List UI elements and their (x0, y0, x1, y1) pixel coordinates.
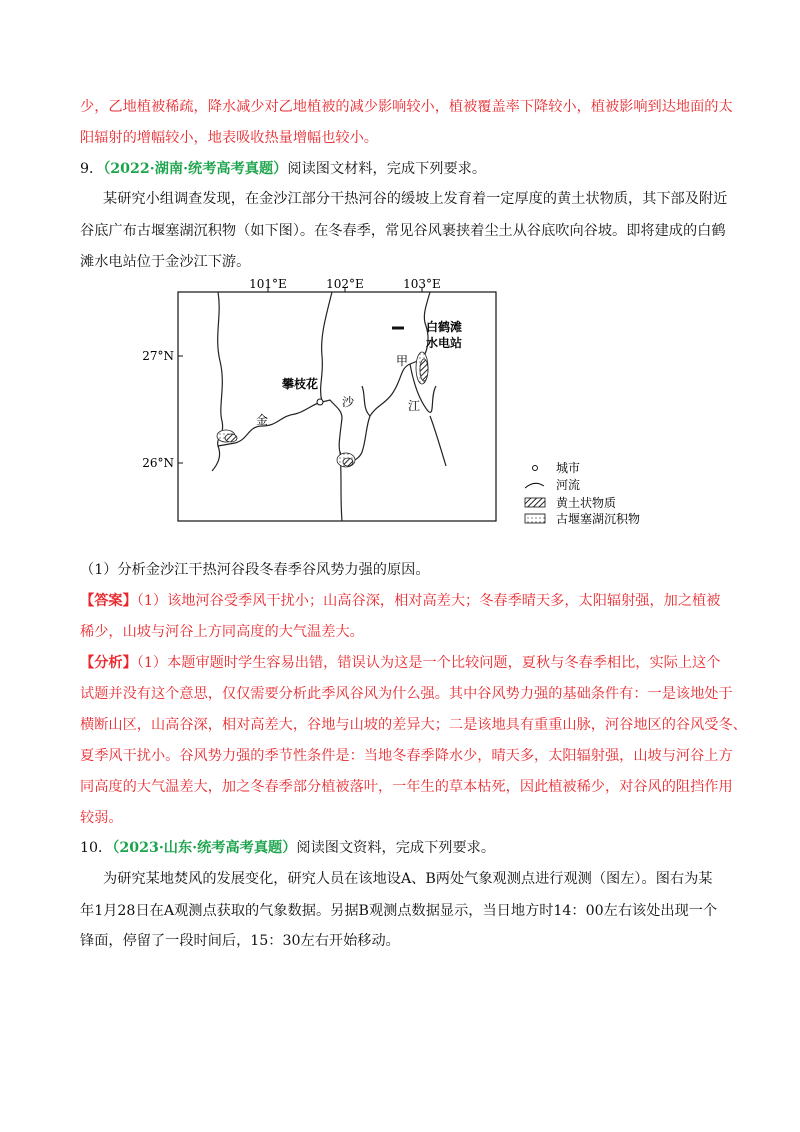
map-legend (525, 461, 640, 526)
prev-answer-line-2: 阳辐射的增幅较小，地表吸收热量增幅也较小。 (80, 130, 378, 146)
q9-subquestion-1: （1）分析金沙江干热河谷段冬春季谷风势力强的原因。 (80, 562, 430, 578)
lat-label-27: 27°N (142, 349, 174, 363)
answer-tag: 【答案】 (80, 593, 137, 609)
q9-header (80, 159, 730, 179)
legend-lake-icon (525, 514, 545, 523)
city-label: 攀枝花 (281, 377, 319, 391)
q9-source: （2022·湖南·统考高考真题） (103, 161, 288, 177)
q10-instruction: 阅读图文资料，完成下列要求。 (296, 840, 496, 856)
q10-header (80, 838, 730, 858)
q10-material-line-1: 为研究某地焚风的发展变化，研究人员在该地设A、B两处气象观测点进行观测（图左）。图右为某 (103, 871, 713, 887)
lon-label-101: 101°E (249, 277, 287, 291)
prev-answer-line-1: 少，乙地植被稀疏，降水减少对乙地植被的减少影响较小，植被覆盖率下降较小，植被影响到达地面的太 (80, 99, 733, 115)
legend-river: 河流 (556, 478, 581, 492)
q9-analysis-line-2: 试题并没有这个意思，仅仅需要分析此季风谷风为什么强。其中谷风势力强的基础条件有：一是该地处于 (80, 686, 733, 702)
q9-analysis-line-5: 同高度的大气温差大，加之冬春季部分植被落叶，一年生的草本枯死，因此植被稀少，对谷风的阻挡作用 (80, 779, 733, 795)
answer-text-1: （1）该地河谷受季风干扰小；山高谷深，相对高差大；冬春季晴天多，太阳辐射强，加之植被 (136, 593, 721, 609)
legend-city-icon (533, 466, 538, 471)
lon-label-102: 102°E (326, 277, 364, 291)
q10-source: （2023·山东·统考高考真题） (112, 840, 297, 856)
loess-deposit-2 (343, 458, 353, 466)
q9-analysis-line-3: 横断山区，山高谷深，相对高差大，谷地与山坡的差异大；二是该地具有重重山脉，河谷地区的谷风受冬、 (80, 717, 747, 733)
loess-deposit-1 (225, 434, 237, 442)
station-label-line-2: 水电站 (426, 336, 463, 350)
q9-instruction: 阅读图文材料，完成下列要求。 (287, 161, 487, 177)
lat-label-26: 26°N (142, 456, 174, 470)
q10-number: 10． (80, 840, 113, 856)
legend-river-icon (525, 483, 544, 488)
river-char-sha: 沙 (342, 395, 355, 409)
analysis-text-1: （1）本题审题时学生容易出错，错误认为这是一个比较问题，夏秋与冬春季相比，实际上这个 (136, 655, 721, 671)
q9-analysis-line-1 (80, 653, 730, 673)
q9-material-line-3: 滩水电站位于金沙江下游。 (80, 254, 251, 270)
q9-analysis-line-4: 夏季风干扰小。谷风势力强的季节性条件是：当地冬春季降水少，晴天多，太阳辐射强，山坡与河谷上方 (80, 748, 733, 764)
q9-number: 9． (80, 161, 104, 177)
q9-material-line-2: 谷底广布古堰塞湖沉积物（如下图）。在冬春季，常见谷风裹挟着尘土从谷底吹向谷坡。即将建成的白鹤 (80, 223, 726, 239)
loess-deposit-3 (420, 359, 428, 381)
legend-lake: 古堰塞湖沉积物 (556, 512, 641, 526)
q10-material-line-3: 锋面，停留了一段时间后，15：30左右开始移动。 (80, 933, 400, 949)
station-label-line-1: 白鹤滩 (426, 320, 463, 334)
river-char-jiang: 江 (408, 399, 421, 413)
q9-answer-line-1 (80, 591, 730, 611)
site-jia-label: 甲 (396, 354, 409, 368)
q9-answer-line-2: 稀少，山坡与河谷上方同高度的大气温差大。 (80, 624, 364, 640)
analysis-tag: 【分析】 (80, 655, 137, 671)
legend-loess-icon (525, 498, 545, 507)
legend-loess: 黄土状物质 (556, 496, 617, 510)
lon-label-103: 103°E (403, 277, 441, 291)
legend-city: 城市 (556, 461, 581, 475)
q10-material-line-2: 年1月28日在A观测点获取的气象数据。另据B观测点数据显示，当日地方时14：00左右该处出现一个 (80, 903, 718, 919)
jinsha-river-map (130, 276, 670, 536)
city-marker (317, 399, 323, 405)
river-char-jin: 金 (256, 413, 269, 427)
q9-material-line-1: 某研究小组调查发现，在金沙江部分干热河谷的缓坡上发育着一定厚度的黄土状物质，其下部及附近 (103, 191, 728, 207)
q9-analysis-line-6: 较弱。 (80, 810, 123, 826)
